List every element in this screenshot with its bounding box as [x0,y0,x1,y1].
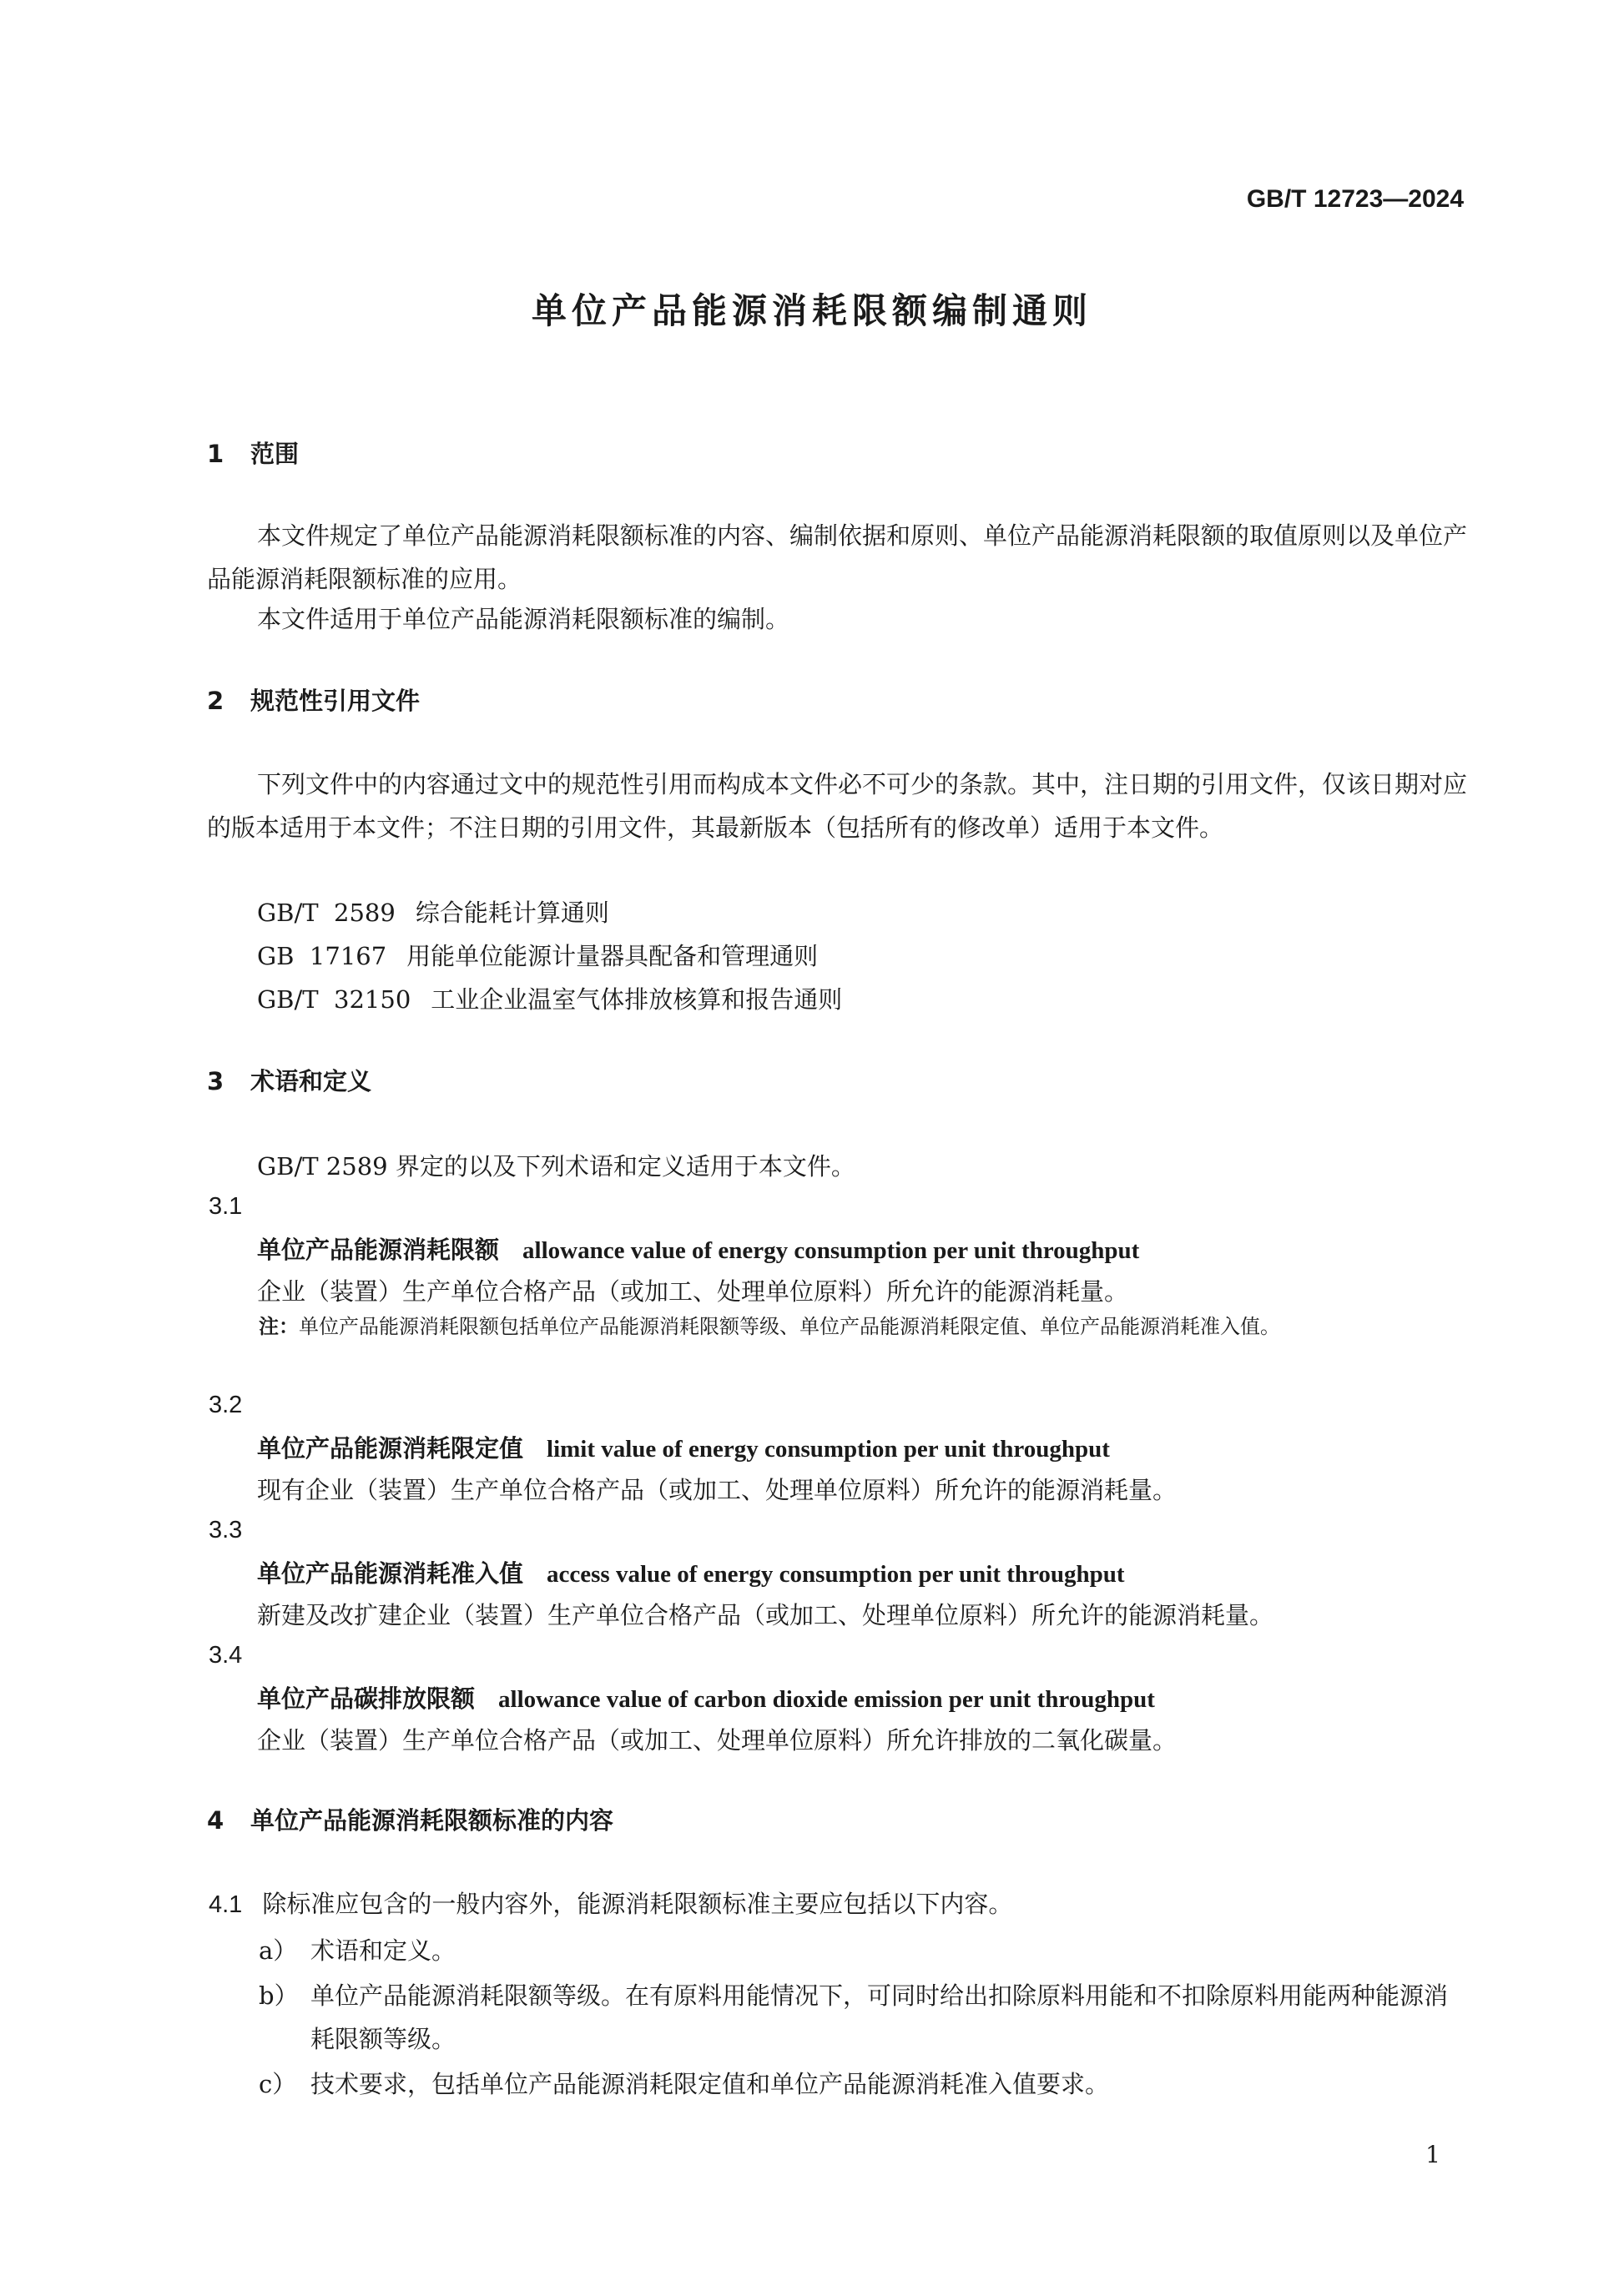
section-number: 2 [207,687,224,715]
clause-4-1 [209,1882,1012,1926]
term-entry [257,1430,1110,1464]
term-definition: 企业（装置）生产单位合格产品（或加工、处理单位原料）所允许排放的二氧化碳量。 [257,1726,1178,1755]
section-title: 规范性引用文件 [250,687,421,715]
term-chinese: 单位产品能源消耗准入值 [257,1559,524,1588]
section-2-heading [207,682,420,717]
term-english: limit value of energy consumption per unit throughput [547,1436,1110,1463]
scope-paragraph-2: 本文件适用于单位产品能源消耗限额标准的编制。 [257,605,790,633]
section-number: 4 [207,1806,224,1835]
list-item [259,1929,456,1972]
note-text: 单位产品能源消耗限额包括单位产品能源消耗限额等级、单位产品能源消耗限定值、单位产品能源消耗准入值。 [299,1315,1280,1338]
list-text: 单位产品能源消耗限额等级。在有原料用能情况下，可同时给出扣除原料用能和不扣除原料用能两种能源消耗限额等级。 [310,1981,1449,2053]
term-english: access value of energy consumption per unit throughput [547,1561,1125,1588]
document-title: 单位产品能源消耗限额编制通则 [531,290,1092,331]
page-number: 1 [1425,2141,1440,2168]
list-item [259,1974,1469,2061]
section-title: 单位产品能源消耗限额标准的内容 [250,1806,614,1835]
section-title: 术语和定义 [250,1067,372,1095]
section-number: 3 [207,1067,224,1095]
list-label: b） [259,1981,299,2010]
clause-number: 3.2 [209,1392,243,1418]
term-definition: 现有企业（装置）生产单位合格产品（或加工、处理单位原料）所允许的能源消耗量。 [257,1476,1178,1504]
normative-references-paragraph: 下列文件中的内容通过文中的规范性引用而构成本文件必不可少的条款。其中，注日期的引用文件，仅该日期对应的版本适用于本文件；不注日期的引用文件，其最新版本（包括所有的修改单）适用于本文件。 [207,770,1468,842]
term-english: allowance value of energy consumption per unit throughput [522,1237,1140,1264]
reference-code: GB/T 32150 [257,985,411,1014]
clause-number: 4.1 [209,1891,243,1918]
term-note [259,1310,1527,1343]
clause-number: 3.4 [209,1642,243,1669]
term-definition: 新建及改扩建企业（装置）生产单位合格产品（或加工、处理单位原料）所允许的能源消耗量。 [257,1601,1274,1629]
list-label: c） [259,2070,297,2098]
clause-number: 3.3 [209,1517,243,1543]
reference-title: 工业企业温室气体排放核算和报告通则 [431,985,843,1014]
standard-code: GB/T 12723—2024 [1246,185,1464,213]
list-text: 技术要求，包括单位产品能源消耗限定值和单位产品能源消耗准入值要求。 [310,2070,1110,2098]
reference-title: 用能单位能源计量器具配备和管理通则 [406,942,819,970]
section-title: 范围 [250,440,300,468]
reference-code: GB/T 2589 [257,899,396,927]
reference-code: GB 17167 [257,942,387,970]
term-entry [257,1555,1125,1589]
term-entry [257,1680,1155,1714]
section-3-heading [207,1063,371,1097]
term-chinese: 单位产品能源消耗限定值 [257,1434,524,1463]
scope-paragraph-1: 本文件规定了单位产品能源消耗限额标准的内容、编制依据和原则、单位产品能源消耗限额的取值原则以及单位产品能源消耗限额标准的应用。 [207,521,1468,593]
reference-item [257,978,842,1021]
term-english: allowance value of carbon dioxide emission per unit throughput [498,1686,1155,1713]
section-1-heading [207,436,299,470]
term-chinese: 单位产品碳排放限额 [257,1684,476,1713]
list-item [259,2062,1109,2106]
clause-number: 3.1 [209,1193,243,1220]
term-chinese: 单位产品能源消耗限额 [257,1236,500,1264]
reference-title: 综合能耗计算通则 [415,899,609,927]
section-number: 1 [207,440,224,468]
note-label: 注： [259,1315,299,1338]
clause-text: 除标准应包含的一般内容外，能源消耗限额标准主要应包括以下内容。 [262,1890,1013,1918]
terms-intro: GB/T 2589 界定的以及下列术语和定义适用于本文件。 [257,1152,855,1181]
reference-item [257,891,609,934]
list-label: a） [259,1936,298,1965]
list-text: 术语和定义。 [310,1936,456,1965]
section-4-heading [207,1802,613,1836]
reference-item [257,934,818,978]
term-entry [257,1231,1139,1266]
term-definition: 企业（装置）生产单位合格产品（或加工、处理单位原料）所允许的能源消耗量。 [257,1277,1129,1306]
